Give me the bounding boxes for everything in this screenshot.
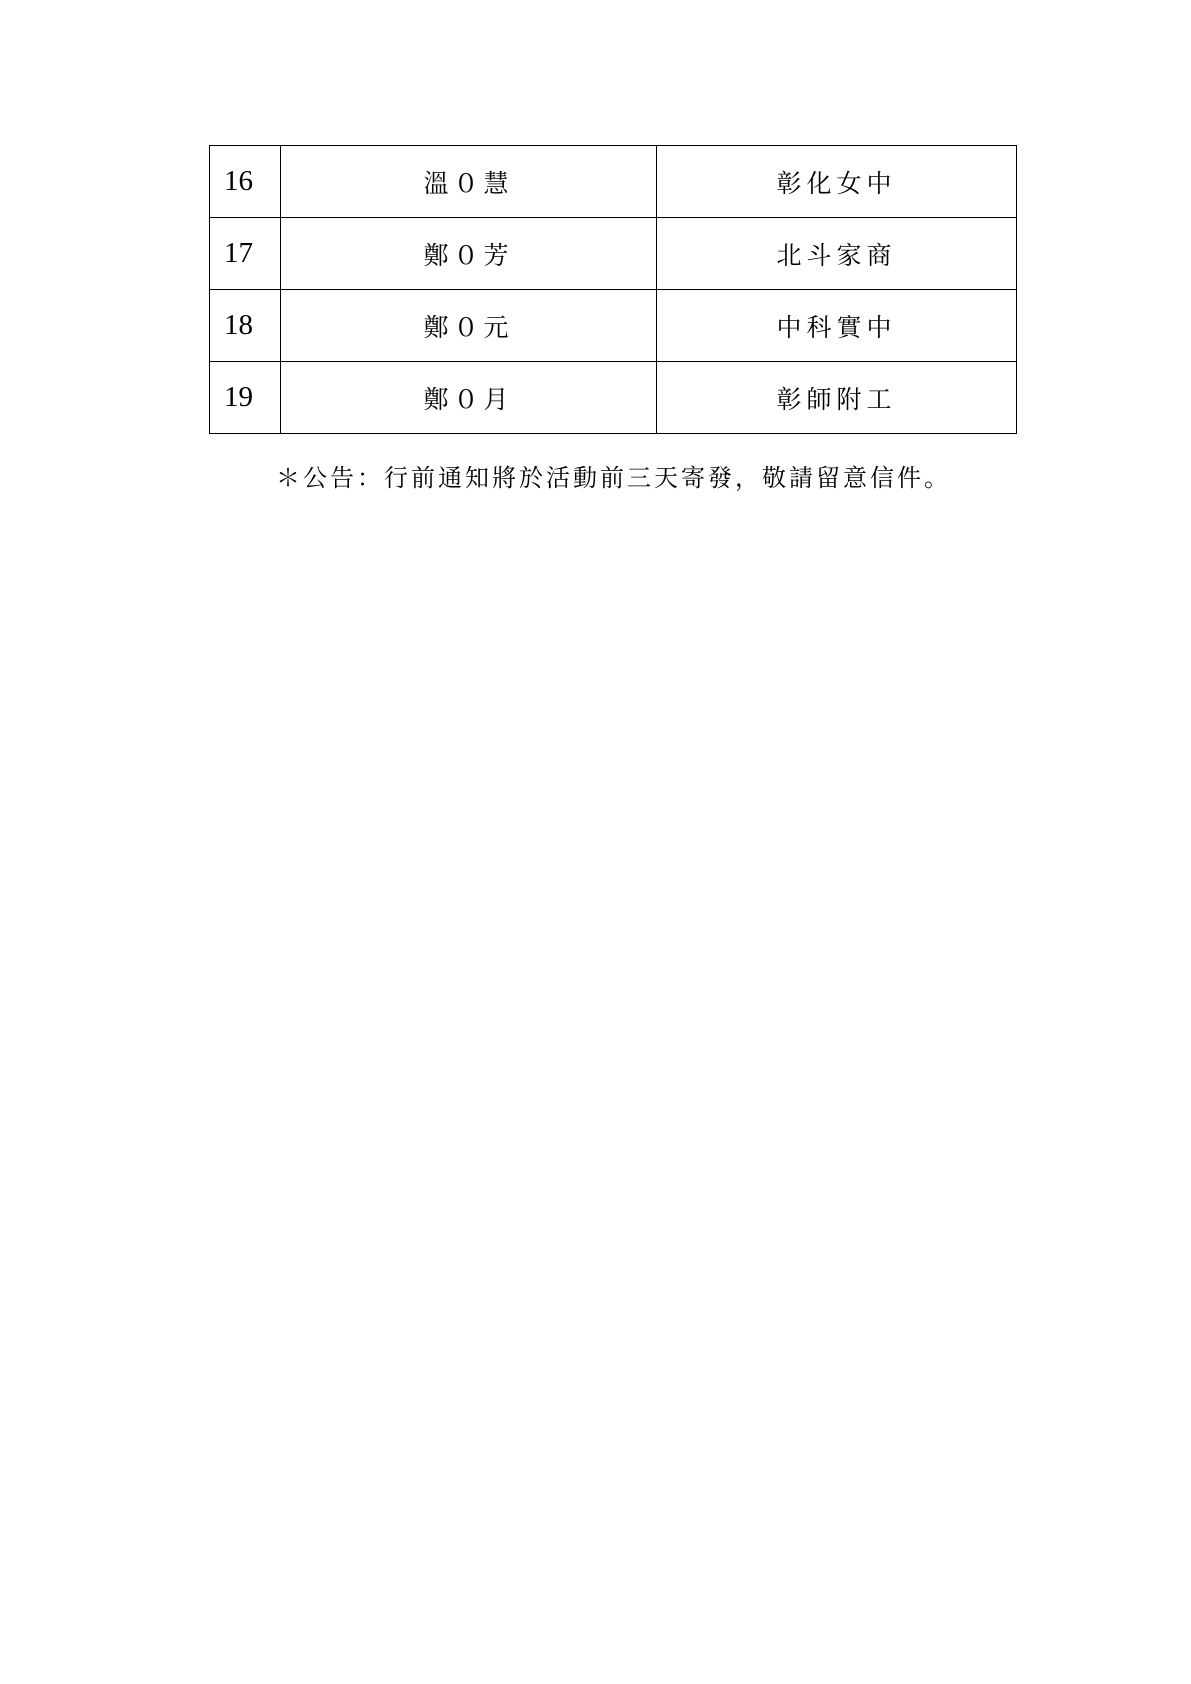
participant-table bbox=[209, 145, 1017, 434]
school-name: 北斗家商 bbox=[657, 218, 1017, 290]
school-name: 中科實中 bbox=[657, 290, 1017, 362]
participant-name: 鄭０芳 bbox=[281, 218, 657, 290]
participant-name: 溫０慧 bbox=[281, 146, 657, 218]
table-row bbox=[210, 146, 1017, 218]
row-number: 16 bbox=[210, 146, 281, 218]
row-number: 19 bbox=[210, 362, 281, 434]
announcement-note: ＊公告：行前通知將於活動前三天寄發，敬請留意信件。 bbox=[276, 464, 951, 492]
school-name: 彰師附工 bbox=[657, 362, 1017, 434]
table-row bbox=[210, 218, 1017, 290]
participant-name: 鄭０月 bbox=[281, 362, 657, 434]
school-name: 彰化女中 bbox=[657, 146, 1017, 218]
row-number: 18 bbox=[210, 290, 281, 362]
table-row bbox=[210, 362, 1017, 434]
row-number: 17 bbox=[210, 218, 281, 290]
table-row bbox=[210, 290, 1017, 362]
participant-name: 鄭０元 bbox=[281, 290, 657, 362]
